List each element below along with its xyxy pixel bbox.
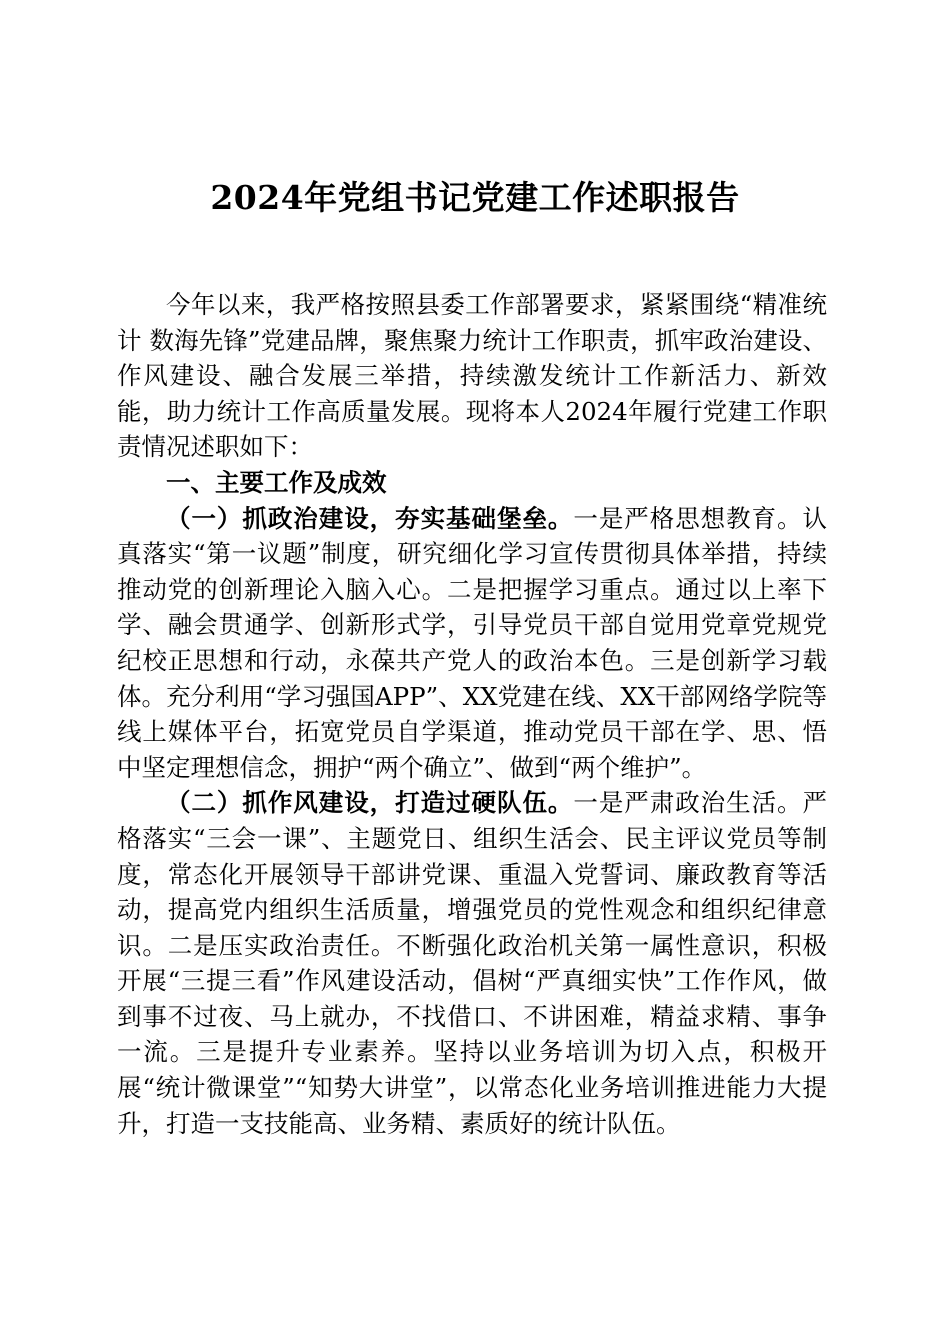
intro-paragraph: 今年以来，我严格按照县委工作部署要求，紧紧围绕“精准统计 数海先锋”党建品牌，聚焦聚力统计工作职责，抓牢政治建设、作风建设、融合发展三举措，持续激发统计工作新活力、新效能，助力统计工作高质量发展。现将本人2024年履行党建工作职责情况述职如下： xyxy=(117,290,827,462)
document-body xyxy=(117,287,827,1141)
section-heading: 一、主要工作及成效 xyxy=(166,467,387,497)
subsection-paragraph xyxy=(117,785,827,1141)
subsection-heading: （一）抓政治建设，夯实基础堡垒。 xyxy=(166,503,574,533)
document-title: 2024年党组书记党建工作述职报告 xyxy=(210,178,740,217)
subsection-body: 一是严格思想教育。认真落实“第一议题”制度，研究细化学习宣传贯彻具体举措，持续推动党的创新理论入脑入心。二是把握学习重点。通过以上率下学、融会贯通学、创新形式学，引导党员干部自觉用党章党规党纪校正思想和行动，永葆共产党人的政治本色。三是创新学习载体。充分利用“学习强国APP”、XX党建在线、XX干部网络学院等线上媒体平台，拓宽党员自学渠道，推动党员干部在学、思、悟中坚定理想信念，拥护“两个确立”、做到“两个维护”。 xyxy=(117,503,827,782)
subsection-paragraph xyxy=(117,501,827,786)
subsection-heading: （二）抓作风建设，打造过硬队伍。 xyxy=(166,788,574,818)
subsection-body: 一是严肃政治生活。严格落实“三会一课”、主题党日、组织生活会、民主评议党员等制度，常态化开展领导干部讲党课、重温入党誓词、廉政教育等活动，提高党内组织生活质量，增强党员的党性观念和组织纪律意识。二是压实政治责任。不断强化政治机关第一属性意识，积极开展“三提三看”作风建设活动，倡树“严真细实快”工作作风，做到事不过夜、马上就办，不找借口、不讲困难，精益求精、事争一流。三是提升专业素养。坚持以业务培训为切入点，积极开展“统计微课堂”“知势大讲堂”，以常态化业务培训推进能力大提升，打造一支技能高、业务精、素质好的统计队伍。 xyxy=(117,788,827,1138)
